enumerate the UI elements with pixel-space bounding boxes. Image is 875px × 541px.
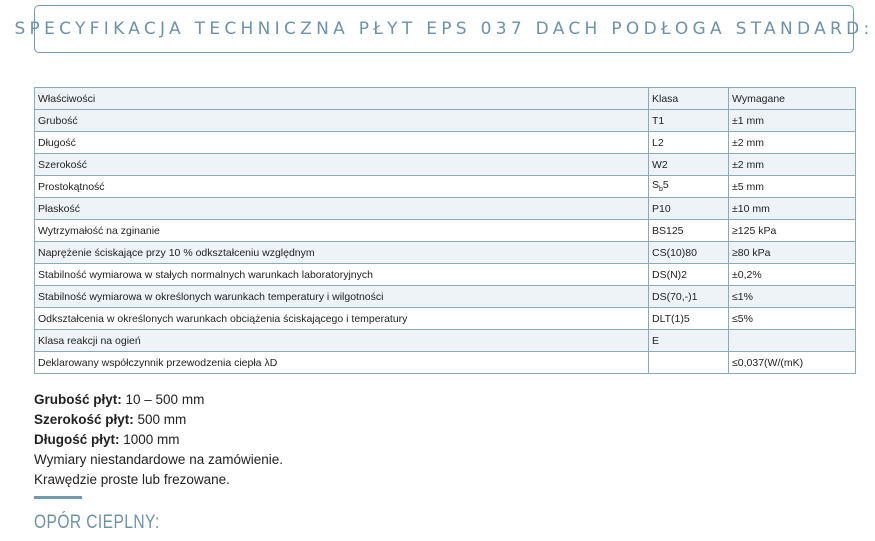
- table-row: [35, 132, 856, 154]
- table-header-row: [35, 88, 856, 110]
- cell-required: ±2 mm: [729, 132, 856, 154]
- cell-class: L2: [649, 132, 729, 154]
- header-class: Klasa: [649, 88, 729, 110]
- page-title: SPECYFIKACJA TECHNICZNA PŁYT EPS 037 DACH PODŁOGA STANDARD:: [14, 19, 874, 39]
- section-accent-bar: [34, 496, 82, 499]
- thickness-value: 10 – 500 mm: [121, 392, 205, 407]
- cell-property: Długość: [35, 132, 649, 154]
- thickness-line: [34, 390, 283, 410]
- cell-property: Stabilność wymiarowa w określonych warunkach temperatury i wilgotności: [35, 286, 649, 308]
- cell-property: Wytrzymałość na zginanie: [35, 220, 649, 242]
- table-row: [35, 264, 856, 286]
- cell-class: T1: [649, 110, 729, 132]
- cell-class: DS(N)2: [649, 264, 729, 286]
- length-label: Długość płyt:: [34, 432, 120, 447]
- cell-property: Klasa reakcji na ogień: [35, 330, 649, 352]
- cell-property: Szerokość: [35, 154, 649, 176]
- cell-property: Odkształcenia w określonych warunkach obciążenia ściskającego i temperatury: [35, 308, 649, 330]
- table-row: [35, 286, 856, 308]
- cell-property: Płaskość: [35, 198, 649, 220]
- cell-class: [649, 176, 729, 198]
- cell-class: W2: [649, 154, 729, 176]
- cell-required: ±0,2%: [729, 264, 856, 286]
- cell-class: P10: [649, 198, 729, 220]
- cell-required: ≤1%: [729, 286, 856, 308]
- cell-required: ≤0,037(W/(mK): [729, 352, 856, 374]
- header-properties: Właściwości: [35, 88, 649, 110]
- cell-required: [729, 330, 856, 352]
- width-value: 500 mm: [133, 412, 187, 427]
- class-subscript: b: [659, 186, 663, 194]
- class-suffix: 5: [662, 179, 669, 192]
- cell-class: CS(10)80: [649, 242, 729, 264]
- table-row: [35, 176, 856, 198]
- table-row: [35, 198, 856, 220]
- cell-class: DS(70,-)1: [649, 286, 729, 308]
- cell-required: ≥125 kPa: [729, 220, 856, 242]
- table-row: [35, 308, 856, 330]
- table-row: [35, 110, 856, 132]
- edges-note: Krawędzie proste lub frezowane.: [34, 472, 230, 487]
- class-prefix: S: [652, 179, 660, 192]
- table-row: [35, 220, 856, 242]
- spec-title-box: [14, 5, 874, 53]
- cell-required: ±1 mm: [729, 110, 856, 132]
- cell-required: ±2 mm: [729, 154, 856, 176]
- table-row: [35, 352, 856, 374]
- spec-table: [34, 87, 856, 374]
- header-required: Wymagane: [729, 88, 856, 110]
- cell-property: Deklarowany współczynnik przewodzenia ciepła λD: [35, 352, 649, 374]
- cell-property: Stabilność wymiarowa w stałych normalnych warunkach laboratoryjnych: [35, 264, 649, 286]
- cell-class: E: [649, 330, 729, 352]
- table-row: [35, 330, 856, 352]
- cell-required: ±10 mm: [729, 198, 856, 220]
- cell-required: ≤5%: [729, 308, 856, 330]
- table-row: [35, 154, 856, 176]
- board-dimensions-info: [34, 390, 283, 490]
- cell-required: ≥80 kPa: [729, 242, 856, 264]
- cell-required: ±5 mm: [729, 176, 856, 198]
- length-value: 1000 mm: [119, 432, 180, 447]
- thickness-label: Grubość płyt:: [34, 392, 122, 407]
- width-label: Szerokość płyt:: [34, 412, 134, 427]
- thermal-resistance-heading: OPÓR CIEPLNY:: [34, 512, 160, 533]
- table-row: [35, 242, 856, 264]
- length-line: [34, 430, 283, 450]
- cell-class: [649, 352, 729, 374]
- cell-property: Prostokątność: [35, 176, 649, 198]
- cell-property: Grubość: [35, 110, 649, 132]
- cell-property: Naprężenie ściskające przy 10 % odkształceniu względnym: [35, 242, 649, 264]
- cell-class: DLT(1)5: [649, 308, 729, 330]
- custom-dimensions-note: Wymiary niestandardowe na zamówienie.: [34, 452, 283, 467]
- cell-class: BS125: [649, 220, 729, 242]
- width-line: [34, 410, 283, 430]
